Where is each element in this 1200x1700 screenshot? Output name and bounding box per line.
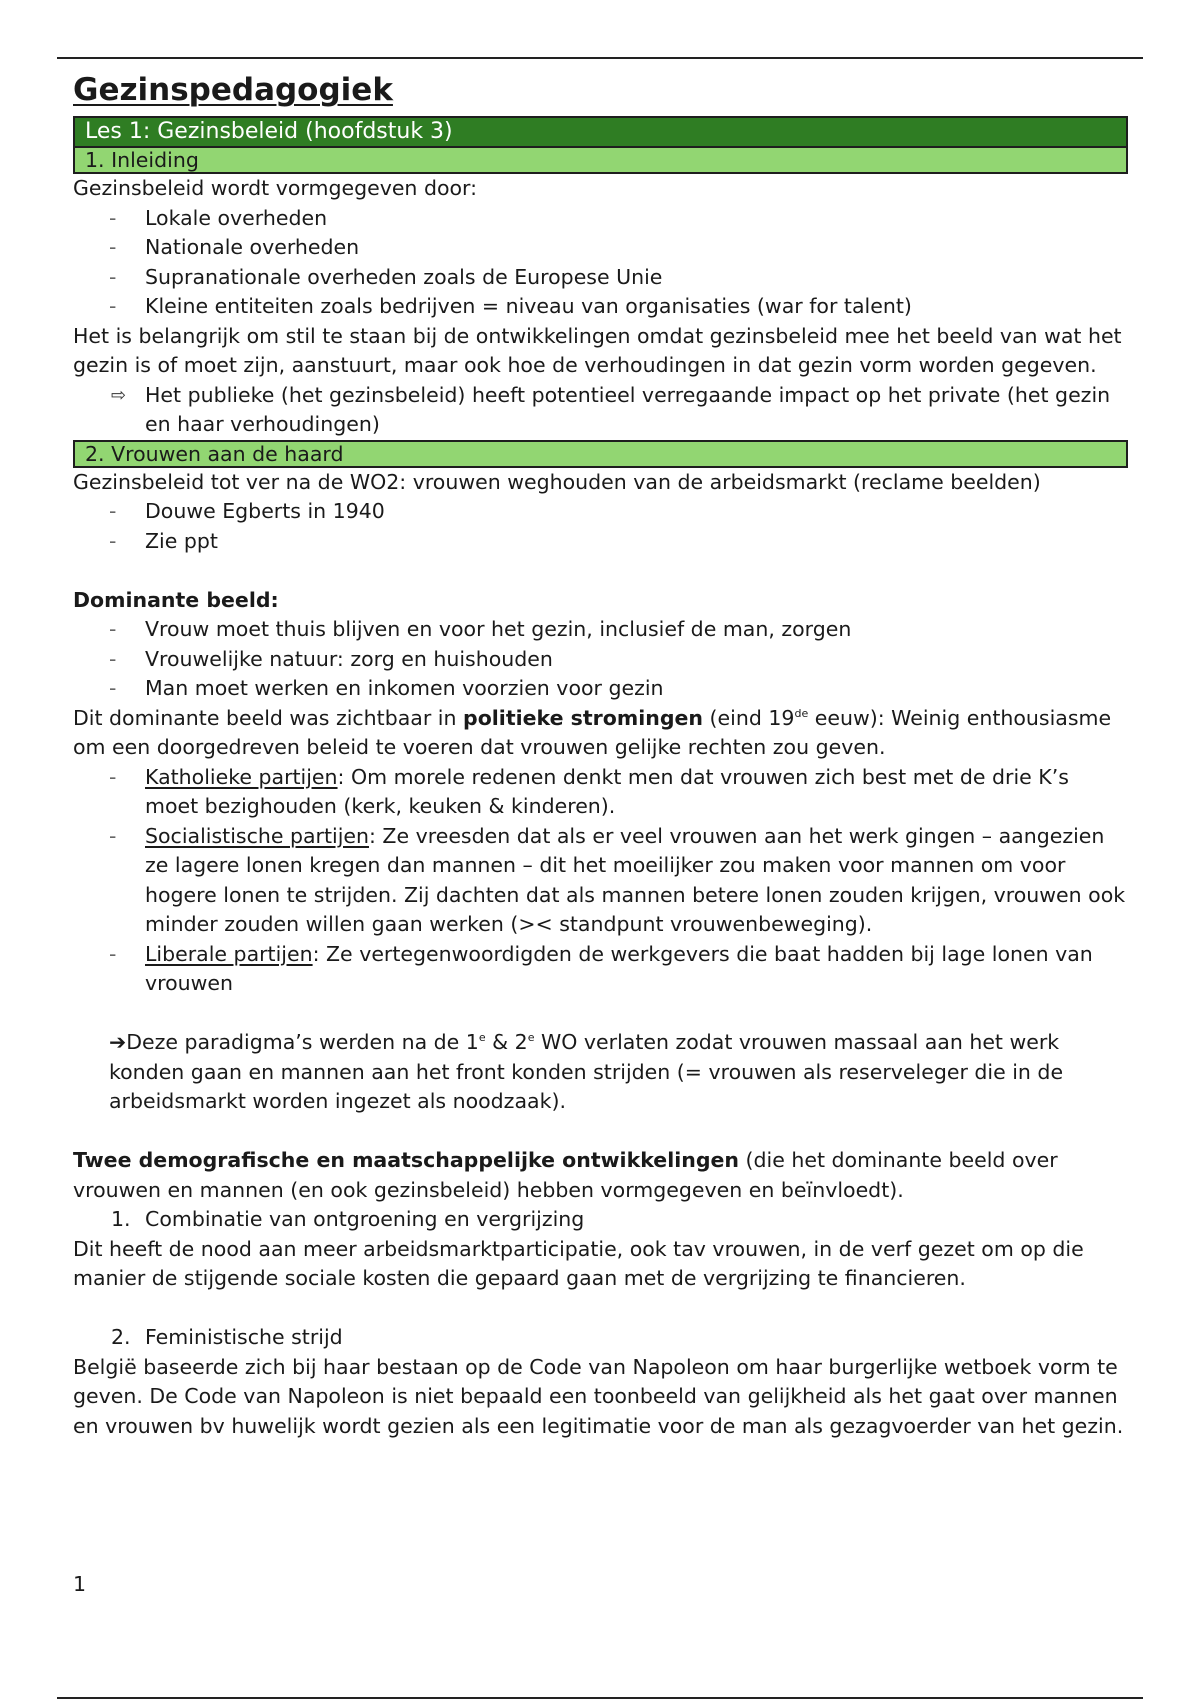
section1-arrow-list xyxy=(73,381,1128,440)
section1-intro: Gezinsbeleid wordt vormgegeven door: xyxy=(73,176,478,200)
bottom-rule xyxy=(57,1697,1143,1699)
section1-paragraph: Het is belangrijk om stil te staan bij de ontwikkelingen omdat gezinsbeleid mee het beeld van wat het gezin is of moet zijn, aanstuurt, maar ook hoe de verhoudingen in dat gezin vorm worden gegeven. xyxy=(73,323,1122,377)
list-item: - Kleine entiteiten zoals bedrijven = niveau van organisaties (war for talent) xyxy=(109,294,912,318)
paradigm-paragraph: ➔Deze paradigma’s werden na de 1e & 2e WO verlaten zodat vrouwen massaal aan het werk konden gaan en mannen aan het front konden strijden (= vrouwen als reserveleger die in de arbeidsmarkt worden ingezet als noodzaak). xyxy=(109,1030,1064,1113)
list-item: - Liberale partijen: Ze vertegenwoordigden de werkgevers die baat hadden bij lage lonen van vrouwen xyxy=(109,941,1093,995)
dominant-heading: Dominante beeld: xyxy=(73,587,279,612)
development-2-list xyxy=(73,1323,1128,1353)
politics-paragraph: Dit dominante beeld was zichtbaar in politieke stromingen (eind 19de eeuw): Weinig enthousiasme om een doorgedreven beleid te voeren dat vrouwen gelijke rechten zou geven. xyxy=(73,705,1112,759)
list-item: - Man moet werken en inkomen voorzien voor gezin xyxy=(109,676,664,700)
section-heading-inleiding: 1. Inleiding xyxy=(73,148,1128,174)
dominant-bullet-list xyxy=(73,615,1128,704)
list-item: - Katholieke partijen: Om morele redenen denkt men dat vrouwen zich best met de drie K’s moet bezighouden (kerk, keuken & kinderen). xyxy=(109,764,1069,818)
right-arrow-icon: ➔ xyxy=(109,1030,127,1054)
list-item: - Vrouwelijke natuur: zorg en huishouden xyxy=(109,646,553,671)
list-item: - Vrouw moet thuis blijven en voor het gezin, inclusief de man, zorgen xyxy=(109,617,852,641)
arrow-icon: ⇨ xyxy=(111,384,127,406)
list-item: - Socialistische partijen: Ze vreesden dat als er veel vrouwen aan het werk gingen – aangezien ze lagere lonen kregen dan mannen – dit het moeilijker zou maken voor mannen om voor hogere lonen te strijden. Zij dachten dat als mannen betere lonen zouden krijgen, vrouwen ook minder zouden willen gaan werken (>< standpunt vrouwenbeweging). xyxy=(109,823,1126,936)
list-item: - Douwe Egberts in 1940 xyxy=(109,499,385,523)
page-number: 1 xyxy=(73,1572,87,1596)
development-1-list xyxy=(73,1205,1128,1235)
list-item: - Nationale overheden xyxy=(109,235,360,259)
section-heading-vrouwen-aan-de-haard: 2. Vrouwen aan de haard xyxy=(73,440,1128,468)
document-content xyxy=(73,68,1128,1441)
developments-paragraph: Twee demografische en maatschappelijke ontwikkelingen (die het dominante beeld over vrouwen en mannen (en ook gezinsbeleid) hebben vormgegeven en beïnvloedt). xyxy=(73,1148,1058,1202)
list-item: ⇨ Het publieke (het gezinsbeleid) heeft potentieel verregaande impact op het private (het gezin en haar verhoudingen) xyxy=(111,382,1111,436)
section1-bullet-list xyxy=(73,204,1128,322)
section2-intro: Gezinsbeleid tot ver na de WO2: vrouwen weghouden van de arbeidsmarkt (reclame beelden) xyxy=(73,469,1041,494)
development-1-text: Dit heeft de nood aan meer arbeidsmarktparticipatie, ook tav vrouwen, in de verf gezet om op die manier de stijgende sociale kosten die gepaard gaan met de vergrijzing te financieren. xyxy=(73,1236,1084,1290)
list-item: 2. Feministische strijd xyxy=(111,1325,343,1349)
document-title: Gezinspedagogiek xyxy=(73,72,393,108)
list-item: - Supranationale overheden zoals de Europese Unie xyxy=(109,264,663,289)
development-2-text: België baseerde zich bij haar bestaan op de Code van Napoleon om haar burgerlijke wetboek vorm te geven. De Code van Napoleon is niet bepaald een toonbeeld van gelijkheid als het gaat over mannen en vrouwen bv huwelijk wordt gezien als een legitimatie voor de man als gezagvoerder van het gezin. xyxy=(73,1354,1124,1438)
list-item: - Lokale overheden xyxy=(109,205,328,230)
list-item: - Zie ppt xyxy=(109,528,218,553)
list-item: 1. Combinatie van ontgroening en vergrijzing xyxy=(111,1207,585,1231)
parties-list xyxy=(73,763,1128,999)
lesson-header: Les 1: Gezinsbeleid (hoofdstuk 3) xyxy=(73,116,1128,148)
section2-bullet-list xyxy=(73,497,1128,556)
top-rule xyxy=(57,57,1143,59)
